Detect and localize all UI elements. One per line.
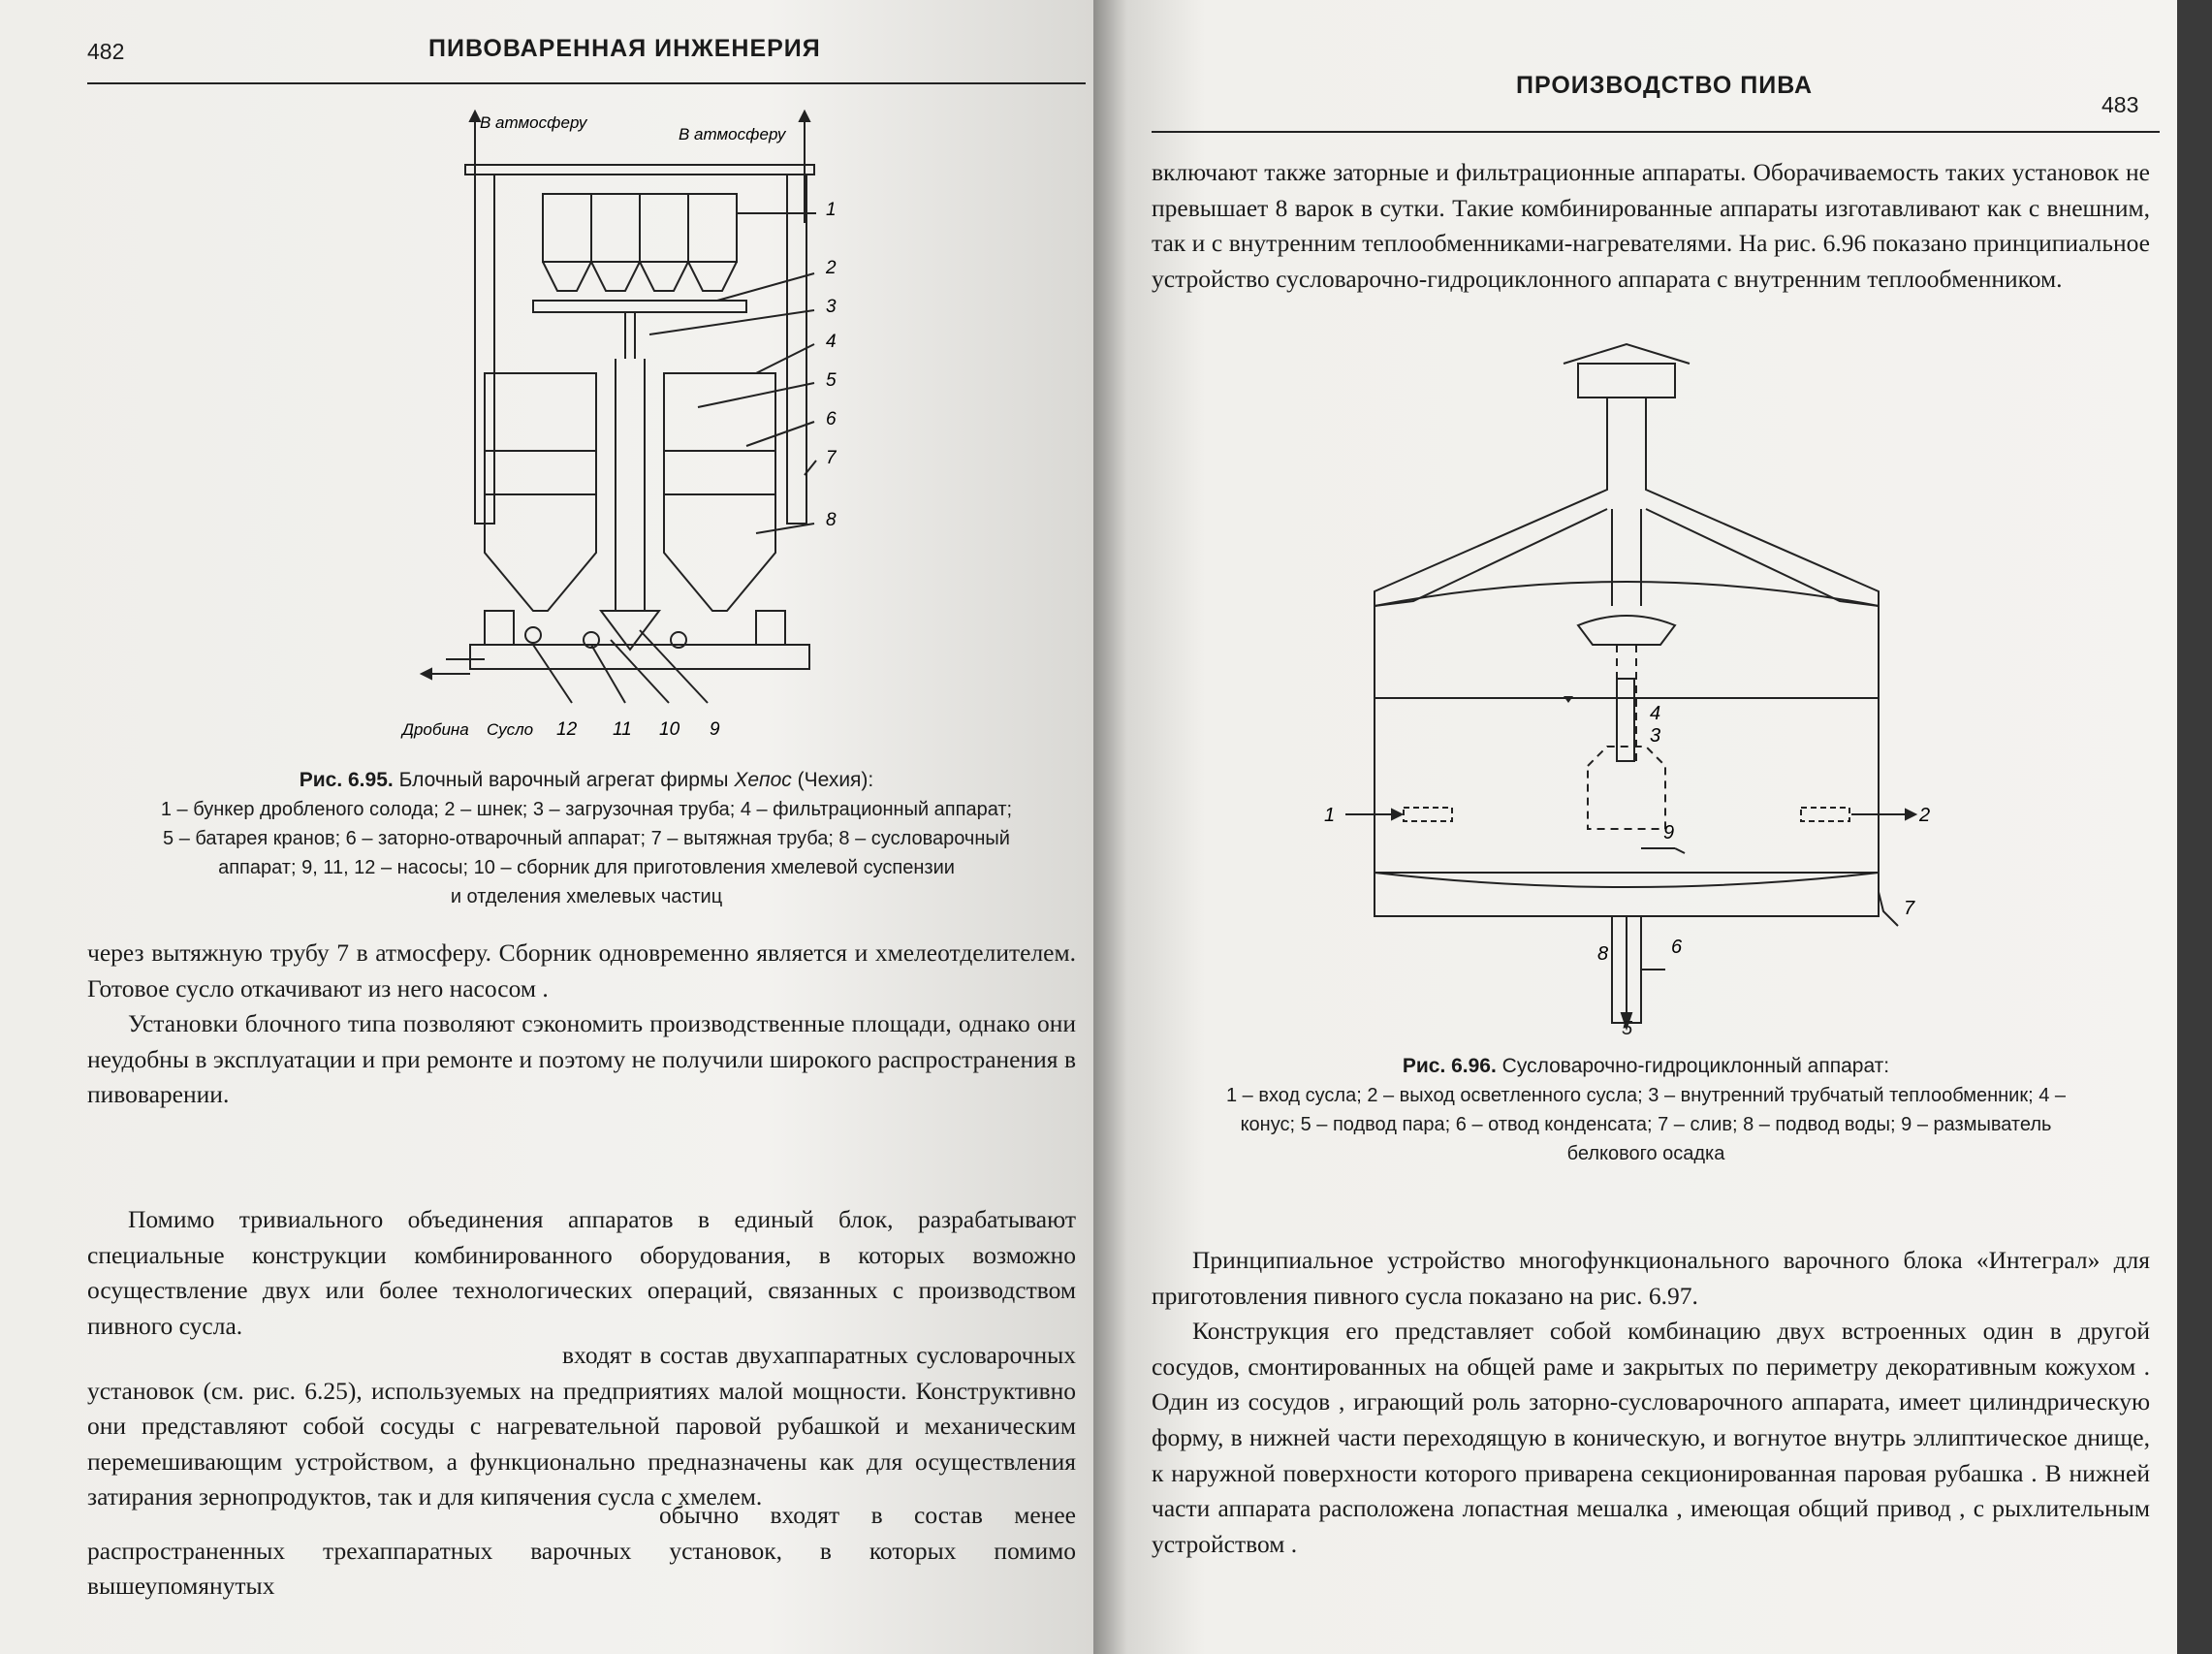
callout-7: 7 — [1904, 898, 1915, 919]
figure-6-95-caption — [92, 766, 1081, 911]
figure-6-96-diagram — [1278, 334, 1975, 1023]
left-body-middle — [87, 1202, 1076, 1344]
left-page — [0, 0, 1093, 1654]
figure-6-96-caption — [1161, 1052, 2131, 1168]
label-suslo: Сусло — [487, 720, 534, 739]
callout-6: 6 — [826, 409, 837, 429]
caption-title: Сусловарочно-гидроциклонный аппарат: — [1501, 1055, 1890, 1077]
page-number: 482 — [87, 39, 125, 64]
callout-5-label: 5 — [1622, 1018, 1633, 1039]
header-rule — [87, 82, 1086, 84]
caption-title: Блочный варочный агрегат фирмы — [398, 769, 729, 791]
callout-6: 6 — [1671, 937, 1683, 958]
paragraph: Установки блочного типа позволяют сэкономить производственные площади, однако они неудобны в эксплуатации и при ремонте и поэтому не получили широкого распространения в пивоварении. — [87, 1009, 1076, 1109]
callout-4: 4 — [826, 332, 837, 352]
callout-3: 3 — [826, 297, 837, 317]
label-atmosphere-right: В атмосферу — [679, 125, 786, 143]
callout-11: 11 — [613, 719, 632, 740]
label-drobina: Дробина — [402, 720, 469, 739]
paragraph: входят в состав двухаппаратных сусловарочных установок (см. рис. 6.25), используемых на предприятиях малой мощности. Конструктивно они представляют собой сосуды с нагревательной паровой рубашкой и механическим перемешивающим устройством, а функционально предназначены как для осуществления затирания зернопродуктов, так и для кипячения сусла с хмелем. — [87, 1341, 1076, 1511]
background-edge — [2177, 0, 2212, 1654]
caption-line: и отделения хмелевых частиц — [450, 886, 723, 907]
running-head: ПРОИЗВОДСТВО ПИВА — [1516, 72, 1814, 99]
caption-line: 1 – бункер дробленого солода; 2 – шнек; 3 – загрузочная труба; 4 – фильтрационный аппарат; — [160, 799, 1013, 820]
callout-3: 3 — [1650, 725, 1661, 747]
callout-7: 7 — [826, 448, 837, 468]
callout-9: 9 — [710, 719, 720, 740]
caption-line: 1 – вход сусла; 2 – выход осветленного сусла; 3 – внутренний трубчатый теплообменник; 4 – — [1225, 1085, 2067, 1106]
running-head: ПИВОВАРЕННАЯ ИНЖЕНЕРИЯ — [428, 35, 821, 62]
callout-2: 2 — [826, 258, 837, 278]
callout-2: 2 — [1919, 805, 1931, 826]
left-body-last — [87, 1498, 1076, 1605]
caption-label: Рис. 6.96. — [1402, 1055, 1497, 1077]
paragraph: включают также заторные и фильтрационные аппараты. Оборачиваемость таких установок не превышает 8 варок в сутки. Такие комбинированные аппараты изготавливают как с внешним, так и с внутренним теплообменниками-нагревателями. На рис. 6.96 показано принципиальное устройство сусловарочно-гидроциклонного аппарата с внутренним теплообменником. — [1152, 158, 2150, 293]
caption-line: аппарат; 9, 11, 12 – насосы; 10 – сборник для приготовления хмелевой суспензии — [218, 857, 955, 878]
left-body-bottom — [87, 1338, 1076, 1515]
callout-12: 12 — [556, 719, 578, 740]
callout-1: 1 — [826, 200, 837, 220]
callout-8: 8 — [826, 510, 837, 530]
paragraph: Помимо тривиального объединения аппаратов в единый блок, разрабатывают специальные конструкции комбинированного оборудования, в которых возможно осуществление двух или более технологических операций, связанных с производством пивного сусла. — [87, 1205, 1076, 1340]
caption-title-italic: Хепос — [734, 769, 792, 791]
paragraph: через вытяжную трубу 7 в атмосферу. Сборник одновременно является и хмелеотделителем. Готовое сусло откачивают из него насосом . — [87, 938, 1076, 1002]
paragraph: Принципиальное устройство многофункционального варочного блока «Интеграл» для приготовления пивного сусла показано на рис. 6.97. — [1152, 1246, 2150, 1310]
right-body-top — [1152, 155, 2150, 297]
caption-line: конус; 5 – подвод пара; 6 – отвод конденсата; 7 – слив; 8 – подвод воды; 9 – размыватель — [1240, 1114, 2052, 1135]
paragraph: обычно входят в состав менее распространенных трехаппаратных варочных установок, в которых помимо вышеупомянутых — [87, 1501, 1076, 1601]
caption-line: 5 – батарея кранов; 6 – заторно-отварочный аппарат; 7 – вытяжная труба; 8 – сусловарочный — [163, 828, 1010, 849]
left-body-top — [87, 936, 1076, 1113]
caption-line: белкового осадка — [1566, 1143, 1725, 1164]
callout-1: 1 — [1324, 805, 1336, 826]
right-page — [1093, 0, 2212, 1654]
callout-5: 5 — [826, 370, 837, 391]
paragraph: Конструкция его представляет собой комбинацию двух встроенных один в другой сосудов, смонтированных на общей раме и закрытых по периметру декоративным кожухом . Один из сосудов , играющий роль заторно-сусловарочного аппарата, имеет цилиндрическую форму, в нижней части переходящую в коническую, и вогнутое внутрь эллиптическое днище, к наружной поверхности которого приварена секционированная паровая рубашка . В нижней части аппарата расположена лопастная мешалка , имеющая общий привод , с рыхлительным устройством . — [1152, 1317, 2150, 1558]
callout-9: 9 — [1663, 822, 1675, 843]
header-rule — [1152, 131, 2160, 133]
callout-10: 10 — [659, 719, 680, 740]
caption-title-tail: (Чехия): — [797, 769, 874, 791]
figure-6-95-diagram — [402, 107, 853, 747]
right-body-bottom — [1152, 1243, 2150, 1562]
caption-label: Рис. 6.95. — [299, 769, 394, 791]
label-atmosphere-left: В атмосферу — [480, 113, 587, 132]
page-number: 483 — [2101, 92, 2139, 117]
callout-4: 4 — [1650, 703, 1661, 724]
callout-8: 8 — [1597, 943, 1609, 965]
